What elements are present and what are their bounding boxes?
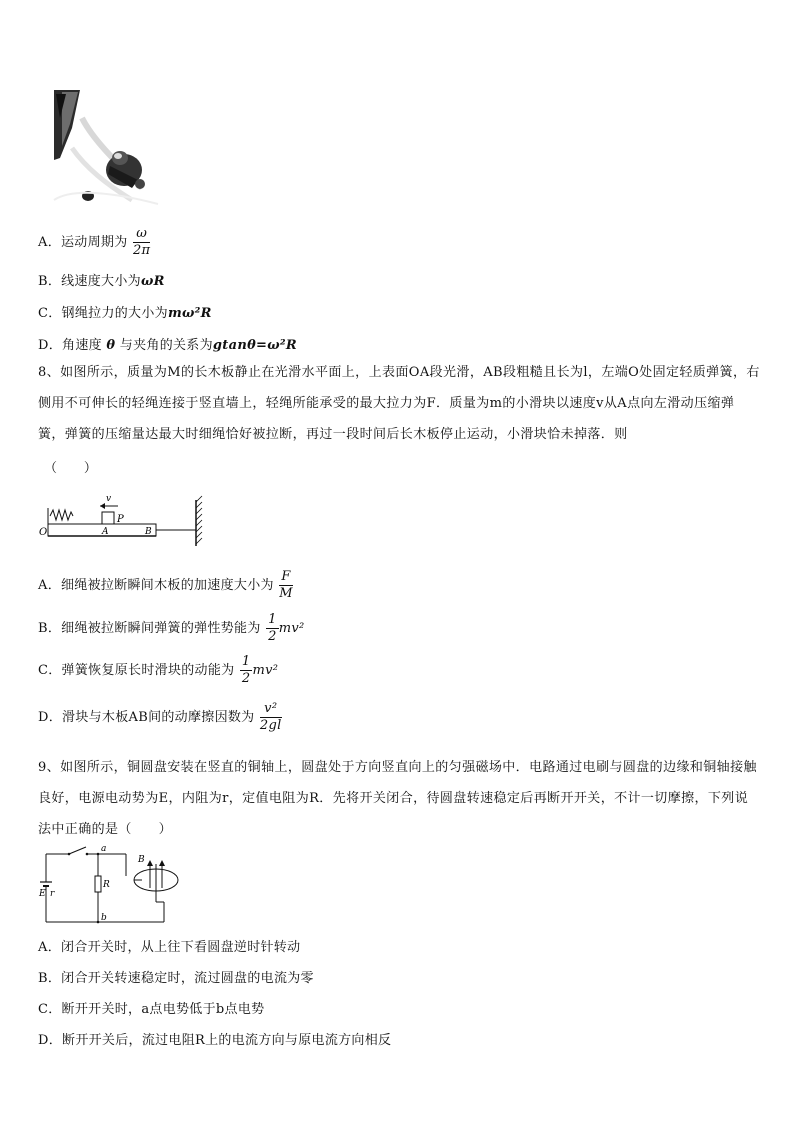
math-expression: ωR — [140, 274, 165, 289]
option-letter: D． — [38, 710, 63, 725]
option-letter: B． — [38, 621, 62, 636]
q9-stem — [38, 752, 760, 845]
math-expression: gtanθ=ω²R — [212, 338, 298, 353]
q7-photo — [52, 88, 160, 206]
label-r: r — [50, 889, 55, 899]
q7-option-a — [38, 226, 150, 259]
q8-answer-paren: （ ） — [44, 461, 98, 476]
q9-circuit-figure — [38, 842, 188, 926]
math-expression: mω²R — [167, 306, 212, 321]
q8-stem — [38, 357, 760, 450]
label-e: E — [39, 889, 46, 899]
fraction-denominator: M — [279, 586, 293, 601]
fraction-numerator: v² — [260, 701, 282, 718]
fraction-denominator: 2gl — [259, 718, 282, 733]
option-letter: D． — [38, 1033, 63, 1048]
fraction-denominator: 2 — [241, 671, 251, 686]
q8-option-d — [38, 701, 282, 734]
option-letter: A． — [38, 235, 61, 250]
fraction-denominator: 2 — [268, 629, 277, 644]
option-text: 钢绳拉力的大小为 — [61, 306, 168, 321]
option-text: 闭合开关时，从上往下看圆盘逆时针转动 — [61, 940, 301, 955]
q9-option-a — [38, 936, 300, 955]
theta-symbol: θ — [106, 338, 116, 353]
label-a: A — [102, 527, 109, 537]
fraction — [240, 654, 253, 687]
option-letter: C． — [38, 306, 62, 321]
option-text: 弹簧恢复原长时滑块的动能为 — [61, 663, 235, 678]
option-letter: C． — [38, 1002, 62, 1017]
q9-option-b — [38, 967, 314, 986]
option-text: 滑块与木板AB间的动摩擦因数为 — [62, 710, 255, 725]
option-letter: A． — [38, 578, 61, 593]
label-b: B — [145, 527, 152, 537]
fraction-numerator: 1 — [268, 612, 277, 627]
q8-option-b — [38, 612, 304, 645]
option-text: 角速度 — [62, 338, 102, 353]
option-text: 闭合开关转速稳定时，流过圆盘的电流为零 — [61, 971, 314, 986]
q8-option-c — [38, 654, 278, 687]
label-field: B — [138, 855, 145, 865]
label-a: a — [101, 844, 107, 854]
option-text: 细绳被拉断瞬间木板的加速度大小为 — [61, 578, 274, 593]
option-text: 线速度大小为 — [61, 274, 141, 289]
q8-stem-text: 8、如图所示，质量为M的长木板静止在光滑水平面上，上表面OA段光滑，AB段粗糙且长为l，左端O处固定轻质弹簧，右侧用不可伸长的轻绳连接于竖直墙上，轻绳所能承受的最大拉力为F．质量为m的小滑块以速度v从A点向左滑动压缩弹簧，弹簧的压缩量达最大时细绳恰好被拉断，再过一段时间后长木板停止运动，小滑块恰未掉落．则 — [38, 365, 760, 442]
label-o: O — [39, 527, 48, 538]
option-text: 断开开关后，流过电阻R上的电流方向与原电流方向相反 — [62, 1033, 392, 1048]
label-b: b — [101, 913, 107, 923]
q7-option-d — [38, 334, 297, 353]
option-text: 断开开关时，a点电势低于b点电势 — [61, 1002, 265, 1017]
q8-option-a — [38, 569, 293, 602]
option-text-2: 与夹角的关系为 — [119, 338, 213, 353]
fraction-numerator: F — [279, 569, 293, 586]
label-p: P — [117, 514, 124, 525]
fraction-denominator: 2π — [132, 243, 151, 258]
label-v: v — [106, 494, 112, 504]
q7-option-b — [38, 270, 165, 289]
fraction-numerator: 1 — [241, 654, 251, 669]
fraction — [266, 612, 279, 645]
option-letter: B． — [38, 274, 62, 289]
math-expression: mv² — [278, 621, 305, 636]
q9-option-c — [38, 998, 264, 1017]
option-text: 运动周期为 — [61, 235, 128, 250]
label-resistor: R — [103, 880, 110, 890]
option-letter: C． — [38, 663, 62, 678]
fraction — [260, 701, 282, 734]
math-expression: mv² — [252, 663, 279, 678]
option-text: 细绳被拉断瞬间弹簧的弹性势能为 — [61, 621, 261, 636]
fraction-numerator: ω — [133, 226, 150, 243]
option-letter: A． — [38, 940, 61, 955]
q9-stem-text: 9、如图所示，铜圆盘安装在竖直的铜轴上，圆盘处于方向竖直向上的匀强磁场中．电路通过电刷与圆盘的边缘和铜轴接触良好，电源电动势为E，内阻为r，定值电阻为R．先将开关闭合，待圆盘转速稳定后再断开开关，不计一切摩擦，下列说法中正确的是（ ） — [38, 760, 757, 837]
q7-option-c — [38, 302, 212, 321]
fraction — [133, 226, 150, 259]
q9-option-d — [38, 1029, 391, 1048]
option-letter: D． — [38, 338, 63, 353]
fraction — [279, 569, 293, 602]
option-letter: B． — [38, 971, 62, 986]
q8-board-figure — [38, 490, 210, 548]
